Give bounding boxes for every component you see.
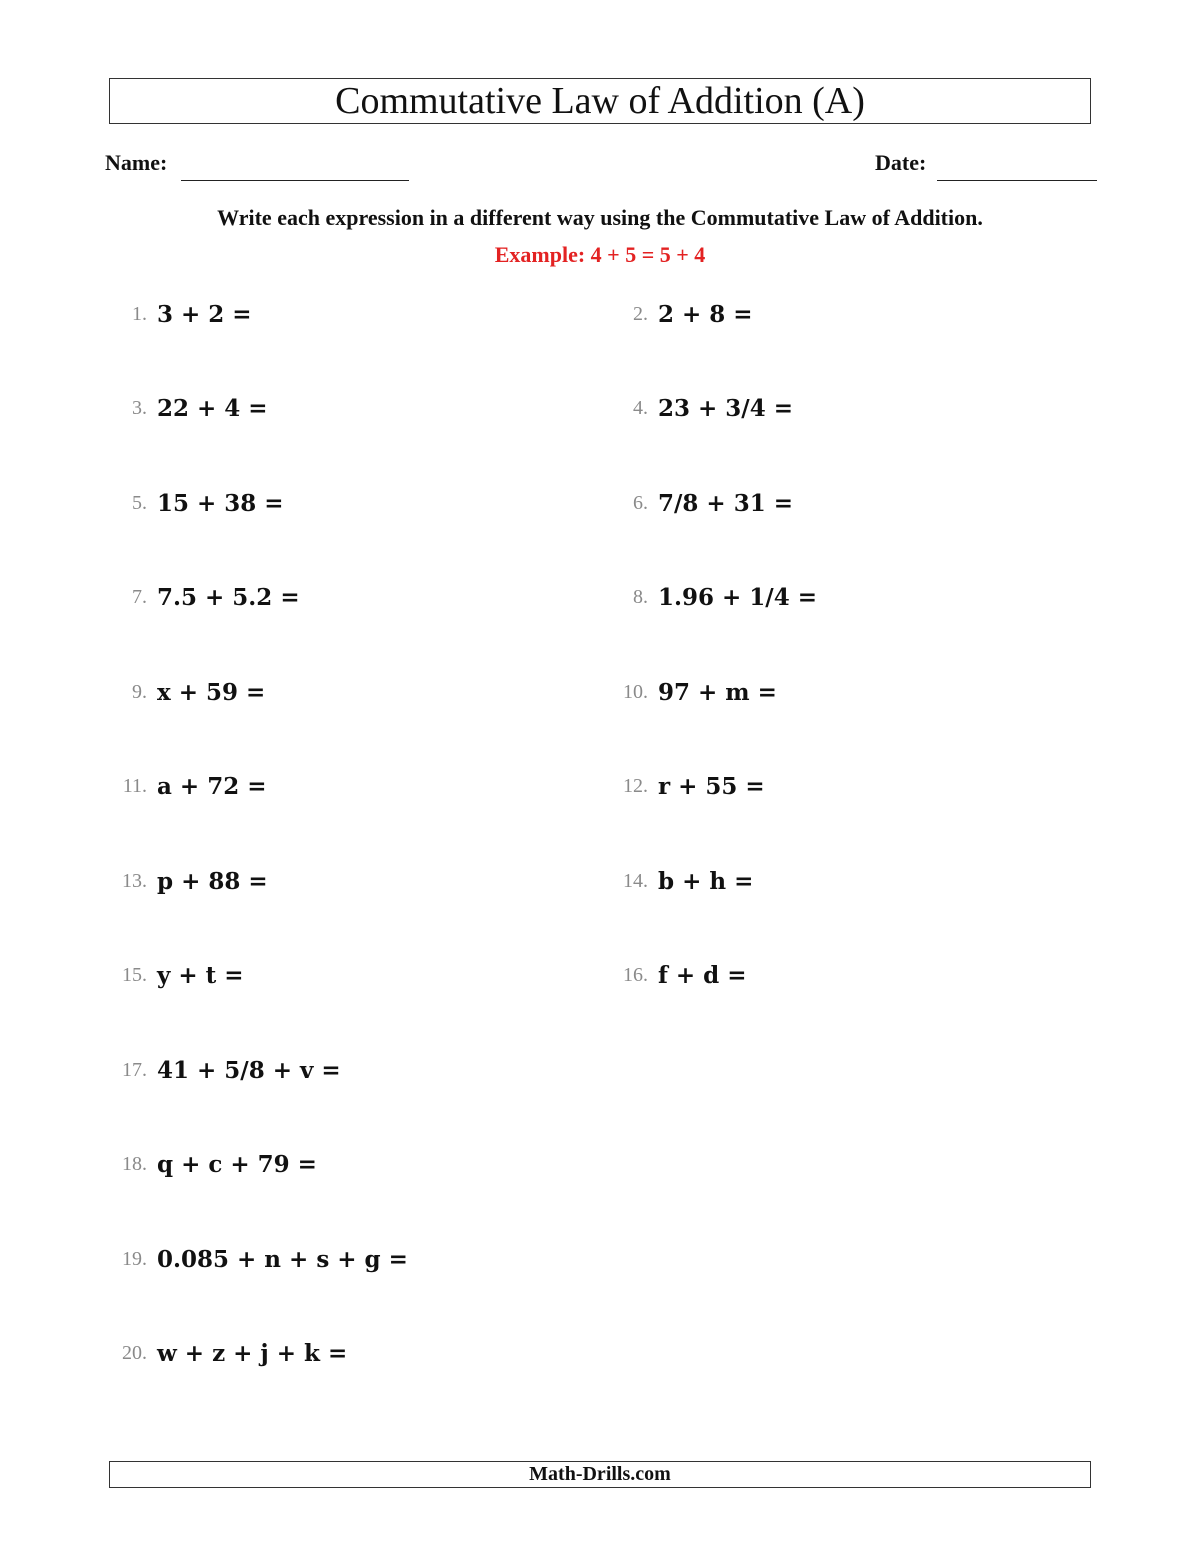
problem-number: 2. [633, 302, 648, 325]
problem-number: 12. [623, 774, 648, 797]
problem-number: 8. [633, 585, 648, 608]
problem-8 [606, 580, 817, 614]
problem-1 [105, 297, 252, 331]
problem-number: 3. [132, 396, 147, 419]
name-line[interactable] [181, 180, 409, 181]
problem-17 [105, 1053, 341, 1087]
problem-number: 17. [122, 1058, 147, 1081]
problem-number: 4. [633, 396, 648, 419]
problem-number: 15. [122, 963, 147, 986]
problem-18 [105, 1147, 317, 1181]
problem-3 [105, 391, 268, 425]
problem-expression: 0.085 + n + s + g = [157, 1245, 408, 1273]
problem-number: 13. [122, 869, 147, 892]
problem-expression: 7.5 + 5.2 = [157, 583, 300, 611]
problem-15 [105, 958, 244, 992]
problem-number: 14. [623, 869, 648, 892]
problem-expression: w + z + j + k = [157, 1339, 348, 1367]
problem-20 [105, 1336, 347, 1370]
problem-number: 7. [132, 585, 147, 608]
problem-number: 1. [132, 302, 147, 325]
problem-expression: b + h = [658, 867, 754, 895]
name-label: Name: [105, 150, 168, 175]
problem-13 [105, 864, 268, 898]
worksheet-title: Commutative Law of Addition (A) [109, 78, 1091, 124]
problem-number: 5. [132, 491, 147, 514]
problem-expression: 1.96 + 1/4 = [658, 583, 817, 611]
problem-expression: 22 + 4 = [157, 394, 268, 422]
problem-6 [606, 486, 793, 520]
instructions: Write each expression in a different way using the Commutative Law of Addition. [217, 205, 983, 230]
problem-expression: 7/8 + 31 = [658, 489, 793, 517]
problem-expression: f + d = [658, 961, 747, 989]
problem-number: 16. [623, 963, 648, 986]
problem-number: 11. [122, 774, 147, 797]
problem-expression: r + 55 = [658, 772, 765, 800]
problem-number: 9. [132, 680, 147, 703]
problem-14 [606, 864, 753, 898]
problem-expression: 15 + 38 = [157, 489, 284, 517]
example: Example: 4 + 5 = 5 + 4 [494, 242, 706, 267]
problem-expression: x + 59 = [157, 678, 266, 706]
problem-number: 20. [122, 1341, 147, 1364]
problem-4 [606, 391, 793, 425]
date-field [875, 150, 926, 176]
problem-number: 6. [633, 491, 648, 514]
date-line[interactable] [937, 180, 1097, 181]
problem-expression: y + t = [157, 961, 244, 989]
problem-number: 10. [623, 680, 648, 703]
problem-number: 18. [122, 1152, 147, 1175]
problem-9 [105, 675, 265, 709]
problem-expression: 97 + m = [658, 678, 777, 706]
problem-expression: 23 + 3/4 = [658, 394, 793, 422]
problem-number: 19. [122, 1247, 147, 1270]
problem-11 [105, 769, 266, 803]
problem-19 [105, 1242, 408, 1276]
problem-expression: q + c + 79 = [157, 1150, 317, 1178]
problem-expression: p + 88 = [157, 867, 268, 895]
problem-5 [105, 486, 284, 520]
name-field [105, 150, 167, 176]
problem-expression: 41 + 5/8 + v = [157, 1056, 341, 1084]
problem-7 [105, 580, 300, 614]
problem-expression: 2 + 8 = [658, 300, 753, 328]
problem-expression: 3 + 2 = [157, 300, 252, 328]
problem-12 [606, 769, 765, 803]
problem-10 [606, 675, 777, 709]
footer: Math-Drills.com [109, 1461, 1091, 1488]
problem-16 [606, 958, 747, 992]
problem-expression: a + 72 = [157, 772, 267, 800]
problem-2 [606, 297, 753, 331]
date-label: Date: [875, 150, 927, 175]
